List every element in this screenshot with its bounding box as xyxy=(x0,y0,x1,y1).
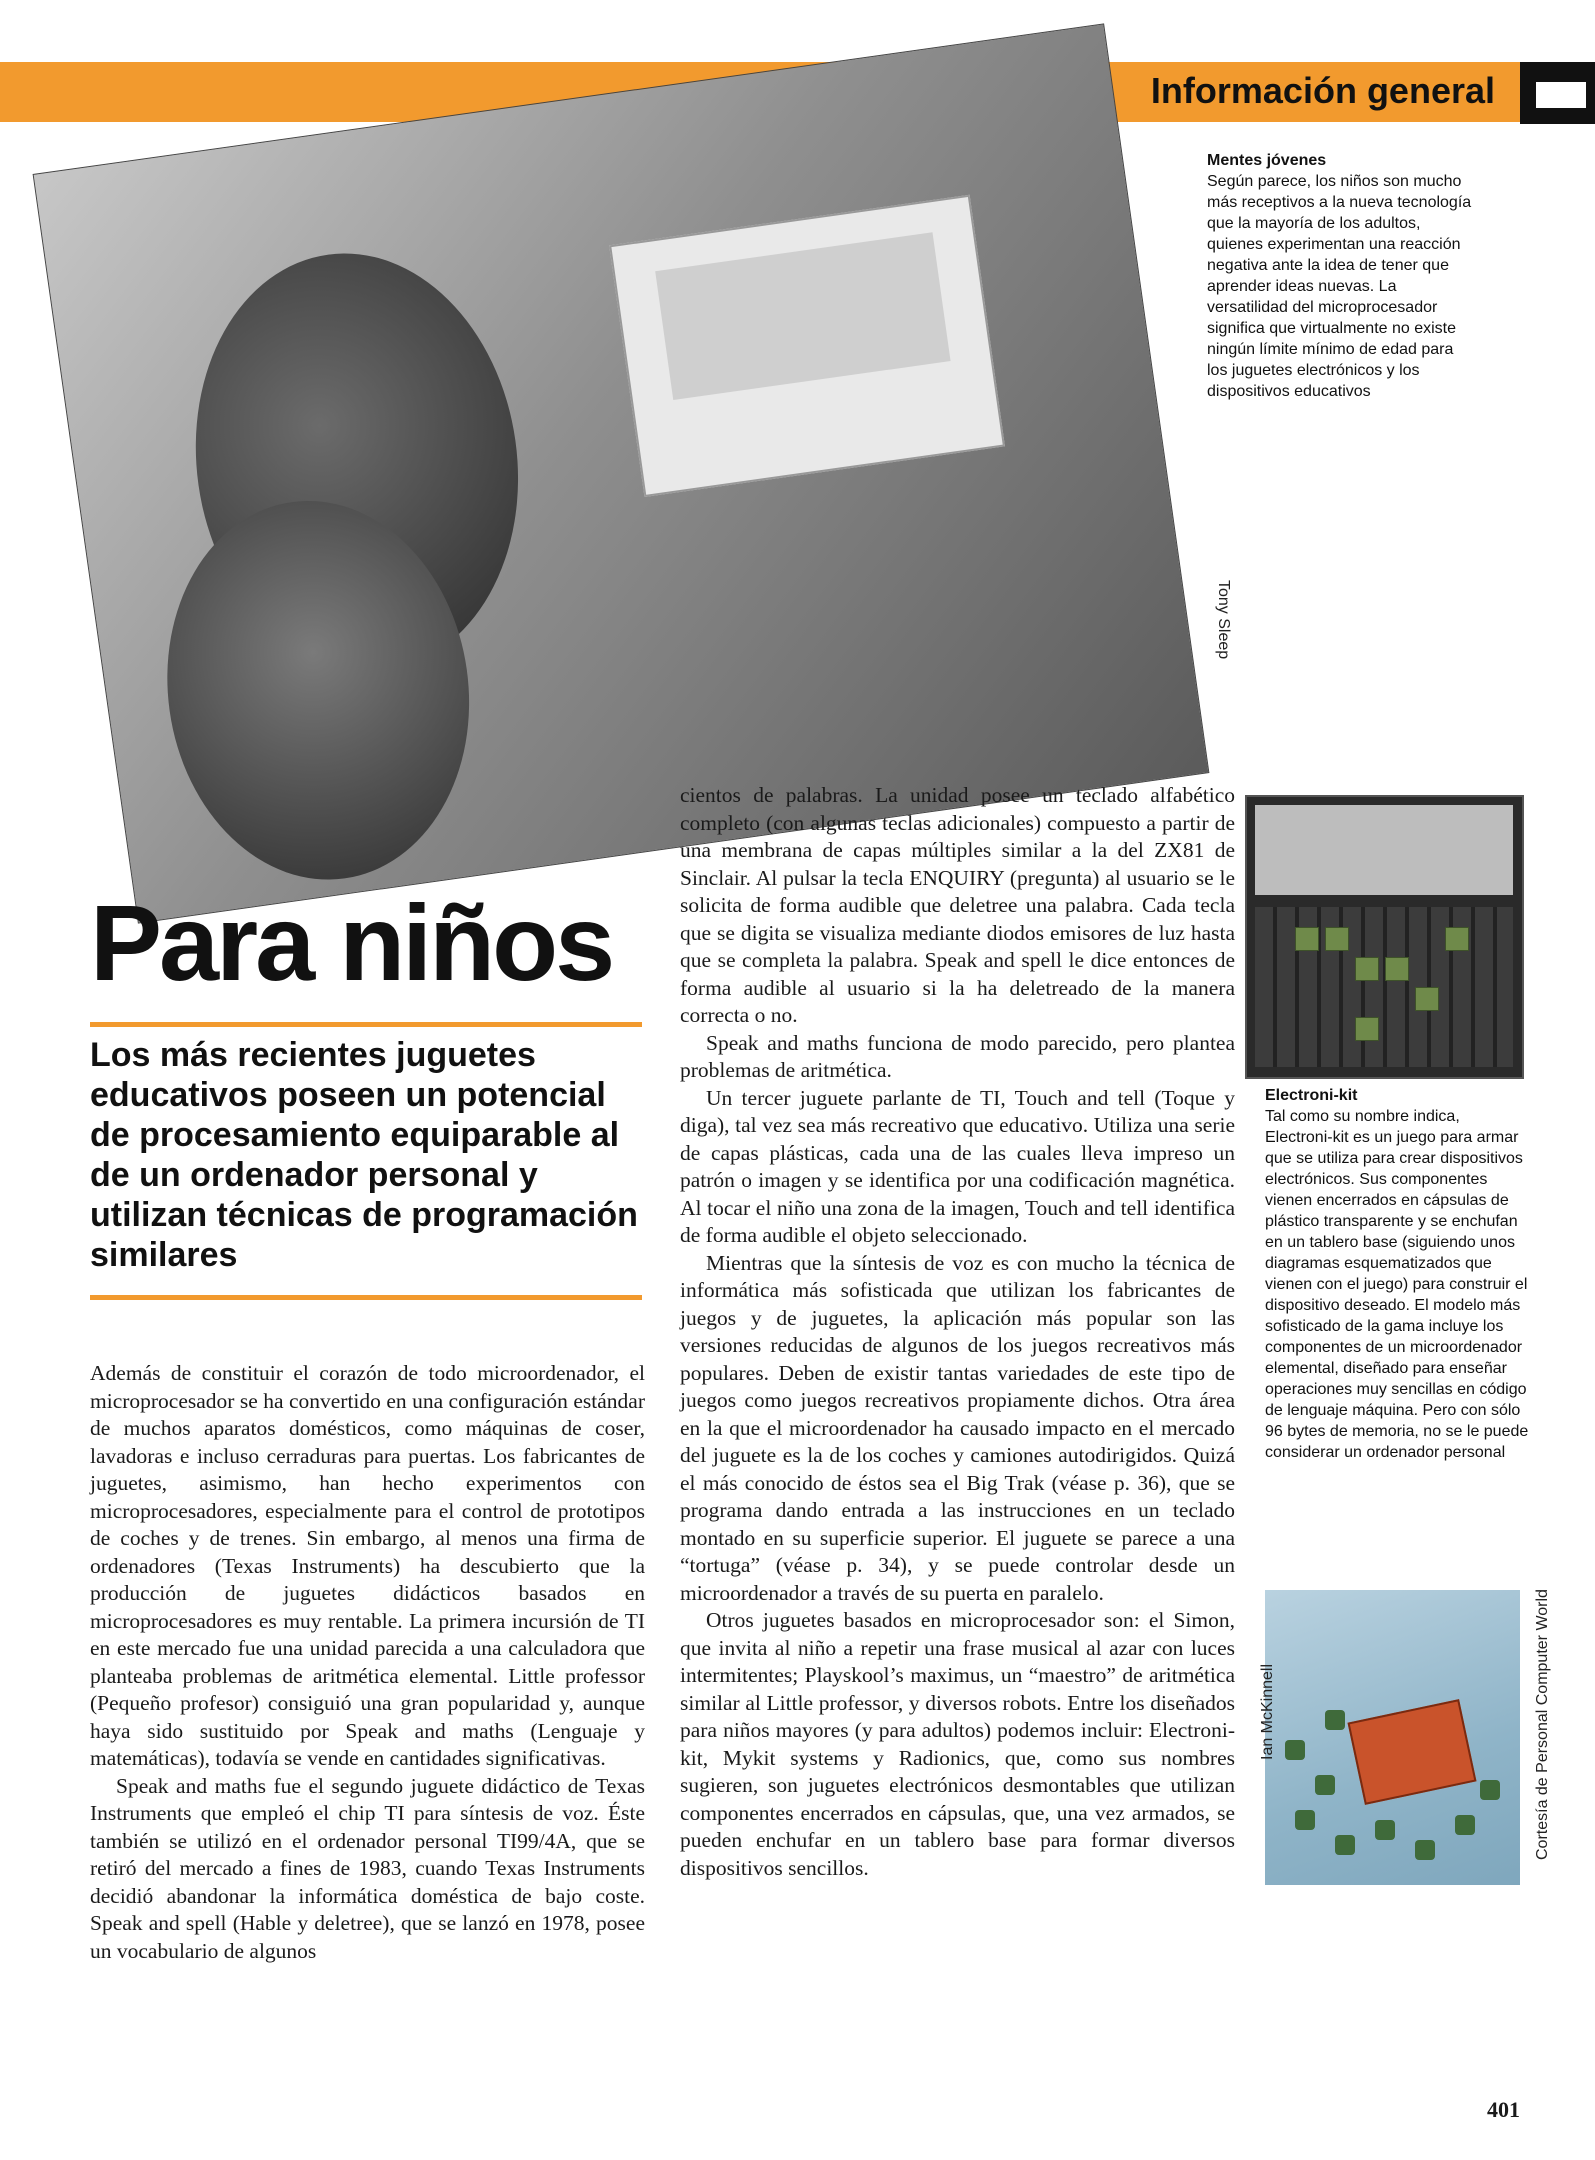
paragraph: Mientras que la síntesis de voz es con mucho la técnica de informática más sofisticada que utilizan los fabricantes de juegos y de juguetes, la aplicación más popular son las versiones reducidas de algunos de los juegos recreativos más populares. Deben de existir tantas variedades de este tipo de juegos como juegos recreativos propiamente dichos. Otra área en la que el microordenador ha causado impacto en el mercado del juguete es la de los coches y camiones autodirigidos. Quizá el más conocido de éstos sea el Big Trak (véase p. 36), que se programa dando entrada a las instrucciones en un teclado montado en su superficie superior. El juguete se parece a una “tortuga” (véase p. 34), y se puede controlar desde un microordenador a través de su puerta en paralelo. xyxy=(680,1250,1235,1605)
paragraph: Además de constituir el corazón de todo microordenador, el microprocesador se ha convertido en una configuración estándar de muchos aparatos domésticos, como máquinas de coser, lavadoras e incluso cerraduras para puertas. Los fabricantes de juguetes, asimismo, han hecho experimentos con microprocesadores, especialmente para el control de prototipos de coches y de trenes. Sin embargo, al menos una firma de ordenadores (Texas Instruments) ha descubierto que la producción de juguetes didácticos basados en microprocesadores es muy rentable. La primera incursión de TI en este mercado fue una unidad parecida a una calculadora que planteaba problemas de aritmética elemental. Little professor (Pequeño profesor) consiguió una gran popularidad y, aunque haya sido sustituido por Speak and maths (Lenguaje y matemáticas), todavía se vende en cantidades significativas. xyxy=(90,1361,645,1770)
section-logo-icon xyxy=(1520,62,1595,124)
section-title: Información general xyxy=(1150,70,1495,111)
paragraph: Un tercer juguete parlante de TI, Touch and tell (Toque y diga), tal vez sea más recreativo que educativo. Utiliza una serie de capas plásticas, cada una de las cuales lleva impreso un patrón o imagen y se identifica por una codificación magnética. Al tocar el niño una zona de la imagen, Touch and tell identifica de forma audible el objeto seleccionado. xyxy=(680,1085,1235,1247)
paragraph: Otros juguetes basados en microprocesador son: el Simon, que invita al niño a repetir una frase musical al azar con luces intermitentes; Playskool’s maximus, un “maestro” de aritmética similar al Little professor, y diversos robots. Entre los diseñados para niños mayores (y para adultos) podemos incluir: Electroni-kit, Mykit systems y Radionics, que, como sus nombres sugieren, son juguetes electrónicos desmontables que utilizan componentes encerrados en cápsulas, que, una vez armados, se pueden enchufar en un tablero base para formar diversos dispositivos sencillos. xyxy=(680,1608,1235,1880)
article-title: Para niños xyxy=(90,882,613,1003)
main-photo-credit: Tony Sleep xyxy=(1215,580,1232,660)
paragraph: Speak and maths funciona de modo parecido, pero plantea problemas de aritmética. xyxy=(680,1030,1235,1082)
body-column-1 xyxy=(90,1360,645,1965)
body-column-2 xyxy=(680,782,1235,1882)
electroni-kit-photo xyxy=(1245,795,1524,1079)
photo-credit-mckinnell: Ian McKinnell xyxy=(1259,1663,1276,1760)
title-rule-bottom xyxy=(90,1295,642,1300)
components-photo xyxy=(1265,1590,1520,1885)
title-rule-top xyxy=(90,1022,642,1027)
article-standfirst: Los más recientes juguetes educativos poseen un potencial de procesamiento equiparable al de un ordenador personal y utilizan técnicas de programación similares xyxy=(90,1036,638,1274)
paragraph: Speak and maths fue el segundo juguete didáctico de Texas Instruments que empleó el chip TI para síntesis de voz. Éste también se utilizó en el ordenador personal TI99/4A, que se retiró del mercado a fines de 1983, cuando Texas Instruments decidió abandonar la informática doméstica de bajo coste. Speak and spell (Hable y deletree), que se lanzó en 1978, posee un vocabulario de algunos xyxy=(90,1773,645,1963)
page-number: 401 xyxy=(1487,2097,1520,2122)
caption-title: Mentes jóvenes xyxy=(1207,152,1327,169)
caption-title: Electroni-kit xyxy=(1265,1087,1358,1104)
caption-electroni-kit xyxy=(1265,1085,1530,1463)
photo-credit-pcw: Cortesía de Personal Computer World xyxy=(1534,1589,1551,1860)
caption-text: Según parece, los niños son mucho más receptivos a la nueva tecnología que la mayoría de los adultos, quienes experimentan una reacción negativa ante la idea de tener que aprender ideas nuevas. La versatilidad del microprocesador significa que virtualmente no existe ningún límite mínimo de edad para los juguetes electrónicos y los dispositivos educativos xyxy=(1207,173,1472,400)
caption-text: Tal como su nombre indica, Electroni-kit es un juego para armar que se utiliza para crear dispositivos electrónicos. Sus componentes vienen encerrados en cápsulas de plástico transparente y se enchufan en un tablero base (siguiendo unos diagramas esquematizados que vienen con el juego) para construir el dispositivo deseado. El modelo más sofisticado de la gama incluye los componentes de un microordenador elemental, diseñado para enseñar operaciones muy sencillas en código de lenguaje máquina. Pero con sólo 96 bytes de memoria, no se le puede considerar un ordenador personal xyxy=(1265,1108,1529,1461)
caption-mentes-jovenes xyxy=(1207,150,1477,402)
paragraph: cientos de palabras. La unidad posee un teclado alfabético completo (con algunas teclas adicionales) compuesto a partir de una membrana de capas múltiples similar a la del ZX81 de Sinclair. Al pulsar la tecla ENQUIRY (pregunta) al usuario se le solicita de forma audible que deletree una palabra. Cada tecla que se digita se visualiza mediante diodos emisores de luz hasta que se completa la palabra. Speak and spell le dice entonces de forma audible al usuario si la ha deletreado de la manera correcta o no. xyxy=(680,783,1235,1027)
